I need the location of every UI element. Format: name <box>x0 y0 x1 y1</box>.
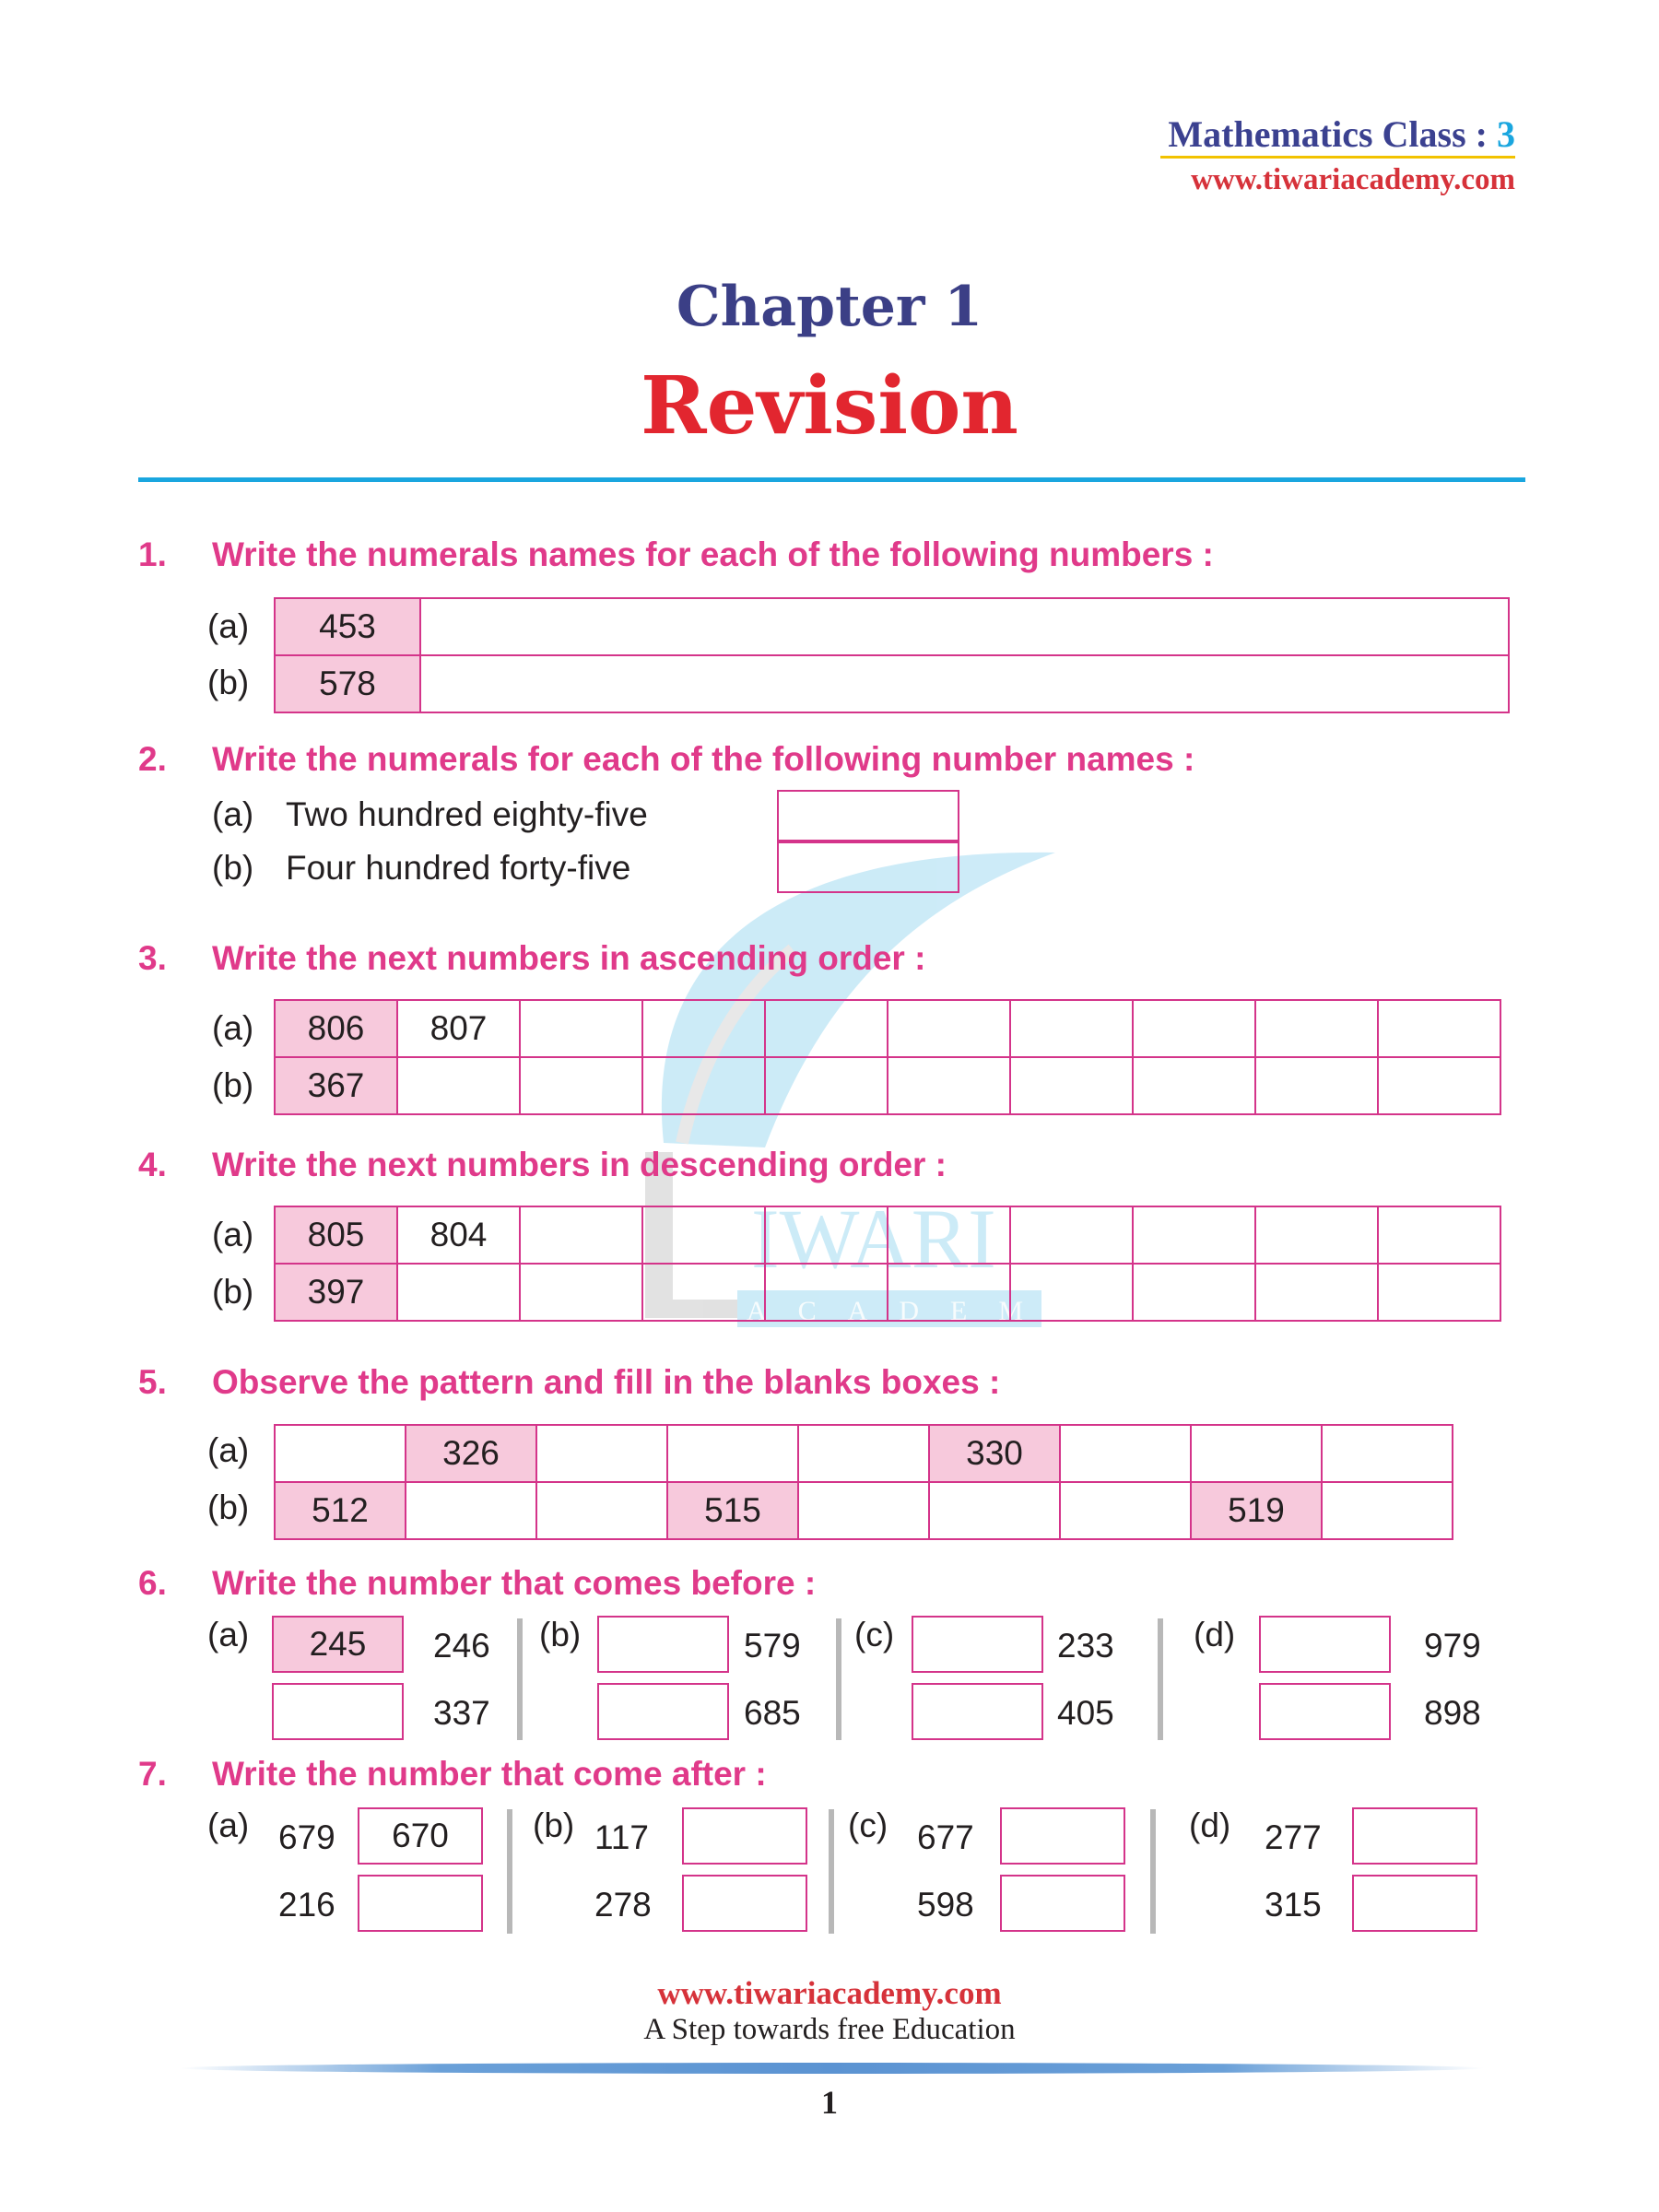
q4-row1-cell7[interactable] <box>1009 1206 1134 1265</box>
q6d2-box[interactable] <box>1259 1683 1391 1740</box>
q6d1-number: 979 <box>1424 1627 1481 1665</box>
q4-row1-cell2[interactable]: 804 <box>396 1206 521 1265</box>
page-number: 1 <box>821 2084 838 2121</box>
q1a-answer-box[interactable] <box>419 597 1510 656</box>
q4-row1-cell3[interactable] <box>519 1206 643 1265</box>
q4-row2-cell4[interactable] <box>641 1263 766 1322</box>
q4b-label: (b) <box>212 1273 254 1311</box>
q5-row1-cell9[interactable] <box>1321 1424 1453 1483</box>
q3-row1-cell3[interactable] <box>519 999 643 1058</box>
q7-separator-3 <box>1150 1809 1156 1934</box>
q3-row2-cell9[interactable] <box>1254 1056 1379 1115</box>
q3-row1-cell4[interactable] <box>641 999 766 1058</box>
q6c2-number: 405 <box>1057 1694 1114 1732</box>
q5-row1-cell5[interactable] <box>797 1424 930 1483</box>
q7d1-box[interactable] <box>1352 1807 1477 1865</box>
q3-row2-cell1[interactable]: 367 <box>274 1056 398 1115</box>
q6b-label: (b) <box>539 1616 582 1653</box>
q3-row2-cell8[interactable] <box>1132 1056 1256 1115</box>
q6d-label: (d) <box>1194 1616 1236 1653</box>
q6c-label: (c) <box>854 1616 895 1653</box>
q7-text: Write the number that come after : <box>212 1755 767 1793</box>
q2a-answer-box[interactable] <box>777 790 959 841</box>
q4-row2-cell5[interactable] <box>764 1263 888 1322</box>
q7a-label: (a) <box>207 1806 250 1844</box>
q3-row2-cell7[interactable] <box>1009 1056 1134 1115</box>
q5-row2-cell7[interactable] <box>1059 1481 1192 1540</box>
q4-row2-cell6[interactable] <box>887 1263 1011 1322</box>
q5-row1-cell2[interactable]: 326 <box>405 1424 537 1483</box>
q1-text: Write the numerals names for each of the following numbers : <box>212 535 1214 573</box>
header-underline <box>1160 156 1515 159</box>
q3-row1-cell2[interactable]: 807 <box>396 999 521 1058</box>
q4-row2-cell2[interactable] <box>396 1263 521 1322</box>
q1a-label: (a) <box>207 607 250 645</box>
q3-row1-cell8[interactable] <box>1132 999 1256 1058</box>
q6-separator-1 <box>517 1618 523 1740</box>
q2-text: Write the numerals for each of the following number names : <box>212 740 1195 778</box>
q4-row1-cell6[interactable] <box>887 1206 1011 1265</box>
watermark-word1: IWARI <box>751 1192 996 1286</box>
q5-row2-cell4[interactable]: 515 <box>666 1481 799 1540</box>
q7b2-number: 278 <box>594 1886 652 1924</box>
q4-row1-cell4[interactable] <box>641 1206 766 1265</box>
q3b-label: (b) <box>212 1066 254 1104</box>
q6d1-box[interactable] <box>1259 1616 1391 1673</box>
header-class-number: 3 <box>1497 113 1515 155</box>
q2a-label: (a) <box>212 795 254 833</box>
q3-row2-cell5[interactable] <box>764 1056 888 1115</box>
q6c1-box[interactable] <box>912 1616 1043 1673</box>
q5-row2-cell9[interactable] <box>1321 1481 1453 1540</box>
q7d-label: (d) <box>1189 1806 1231 1844</box>
page-title: Revision <box>641 359 1018 453</box>
q5-row2-cell3[interactable] <box>535 1481 668 1540</box>
q6-number: 6. <box>138 1564 167 1602</box>
q5-number: 5. <box>138 1363 167 1401</box>
q5b-label: (b) <box>207 1488 250 1526</box>
q3-row1-cell9[interactable] <box>1254 999 1379 1058</box>
q4-row1-cell1[interactable]: 805 <box>274 1206 398 1265</box>
q2b-label: (b) <box>212 849 254 887</box>
q3-row2-cell4[interactable] <box>641 1056 766 1115</box>
q3-row2-cell2[interactable] <box>396 1056 521 1115</box>
q7d2-box[interactable] <box>1352 1875 1477 1932</box>
q2a-text: Two hundred eighty-five <box>286 795 648 833</box>
title-divider <box>138 477 1525 482</box>
q7-separator-1 <box>507 1809 512 1934</box>
q6c1-number: 233 <box>1057 1627 1114 1665</box>
q6-text: Write the number that comes before : <box>212 1564 817 1602</box>
q3-row1-cell7[interactable] <box>1009 999 1134 1058</box>
q7d1-number: 277 <box>1265 1818 1322 1856</box>
q3a-label: (a) <box>212 1009 254 1047</box>
q7c1-number: 677 <box>917 1818 974 1856</box>
chapter-heading: Chapter 1 <box>676 275 983 339</box>
q6-separator-3 <box>1158 1618 1163 1740</box>
q6b2-box[interactable] <box>597 1683 729 1740</box>
q7c2-number: 598 <box>917 1886 974 1924</box>
q7a1-number: 679 <box>278 1818 335 1856</box>
q5-row2-cell8[interactable]: 519 <box>1190 1481 1323 1540</box>
footer-divider <box>180 2063 1484 2074</box>
q7a1-box[interactable]: 670 <box>358 1807 483 1865</box>
q4-row2-cell1[interactable]: 397 <box>274 1263 398 1322</box>
q6a1-box[interactable]: 245 <box>272 1616 404 1673</box>
q6-separator-2 <box>836 1618 841 1740</box>
q1a-number: 453 <box>274 597 421 656</box>
q4-row1-cell8[interactable] <box>1132 1206 1256 1265</box>
header-subject: Mathematics Class : 3 <box>1168 113 1515 155</box>
q5-row2-cell5[interactable] <box>797 1481 930 1540</box>
q7a2-box[interactable] <box>358 1875 483 1932</box>
q5-row2-cell1[interactable]: 512 <box>274 1481 406 1540</box>
q3-row2-cell3[interactable] <box>519 1056 643 1115</box>
q3-row1-cell6[interactable] <box>887 999 1011 1058</box>
q2b-text: Four hundred forty-five <box>286 849 631 887</box>
q1b-number: 578 <box>274 654 421 713</box>
q3-text: Write the next numbers in ascending order : <box>212 939 926 977</box>
q5-text: Observe the pattern and fill in the blanks boxes : <box>212 1363 1001 1401</box>
q1b-answer-box[interactable] <box>419 654 1510 713</box>
header-url[interactable]: www.tiwariacademy.com <box>1191 163 1515 196</box>
q3-number: 3. <box>138 939 167 977</box>
q7-separator-2 <box>829 1809 834 1934</box>
q5a-label: (a) <box>207 1431 250 1469</box>
q7-number: 7. <box>138 1755 167 1793</box>
q5-row1-cell4[interactable] <box>666 1424 799 1483</box>
q5-row2-cell6[interactable] <box>928 1481 1061 1540</box>
q5-row1-cell3[interactable] <box>535 1424 668 1483</box>
q5-row1-cell8[interactable] <box>1190 1424 1323 1483</box>
q1b-label: (b) <box>207 664 250 701</box>
q6d2-number: 898 <box>1424 1694 1481 1732</box>
q4-row1-cell9[interactable] <box>1254 1206 1379 1265</box>
q5-row1-cell7[interactable] <box>1059 1424 1192 1483</box>
q4-row2-cell7[interactable] <box>1009 1263 1134 1322</box>
q4a-label: (a) <box>212 1216 254 1253</box>
q7b-label: (b) <box>533 1806 575 1844</box>
q7d2-number: 315 <box>1265 1886 1322 1924</box>
q4-text: Write the next numbers in descending order : <box>212 1146 947 1183</box>
q6a2-box[interactable] <box>272 1683 404 1740</box>
watermark-word2: ACADEMY <box>747 1296 1106 1326</box>
q5-row1-cell6[interactable]: 330 <box>928 1424 1061 1483</box>
q4-row2-cell10[interactable] <box>1377 1263 1501 1322</box>
q7b1-box[interactable] <box>682 1807 807 1865</box>
q5-row1-cell1[interactable] <box>274 1424 406 1483</box>
footer-tagline: A Step towards free Education <box>643 2013 1016 2046</box>
q3-row1-cell5[interactable] <box>764 999 888 1058</box>
q3-row2-cell10[interactable] <box>1377 1056 1501 1115</box>
q4-row2-cell9[interactable] <box>1254 1263 1379 1322</box>
q6a2-number: 337 <box>433 1694 490 1732</box>
q3-row1-cell10[interactable] <box>1377 999 1501 1058</box>
q4-row1-cell5[interactable] <box>764 1206 888 1265</box>
q3-row1-cell1[interactable]: 806 <box>274 999 398 1058</box>
footer-url[interactable]: www.tiwariacademy.com <box>657 1975 1002 2011</box>
q2b-answer-box[interactable] <box>777 841 959 893</box>
q7c-label: (c) <box>848 1806 888 1844</box>
q7c1-box[interactable] <box>1000 1807 1125 1865</box>
q6b1-box[interactable] <box>597 1616 729 1673</box>
q4-row2-cell8[interactable] <box>1132 1263 1256 1322</box>
q6b1-number: 579 <box>744 1627 801 1665</box>
q3-row2-cell6[interactable] <box>887 1056 1011 1115</box>
q6c2-box[interactable] <box>912 1683 1043 1740</box>
q6a-label: (a) <box>207 1616 250 1653</box>
q6a1-number: 246 <box>433 1627 490 1665</box>
q6b2-number: 685 <box>744 1694 801 1732</box>
q7c2-box[interactable] <box>1000 1875 1125 1932</box>
q7b1-number: 117 <box>594 1818 649 1856</box>
q5-row2-cell2[interactable] <box>405 1481 537 1540</box>
q1-number: 1. <box>138 535 167 573</box>
q4-row2-cell3[interactable] <box>519 1263 643 1322</box>
q7a2-number: 216 <box>278 1886 335 1924</box>
q4-row1-cell10[interactable] <box>1377 1206 1501 1265</box>
q7b2-box[interactable] <box>682 1875 807 1932</box>
q2-number: 2. <box>138 740 167 778</box>
q4-number: 4. <box>138 1146 167 1183</box>
